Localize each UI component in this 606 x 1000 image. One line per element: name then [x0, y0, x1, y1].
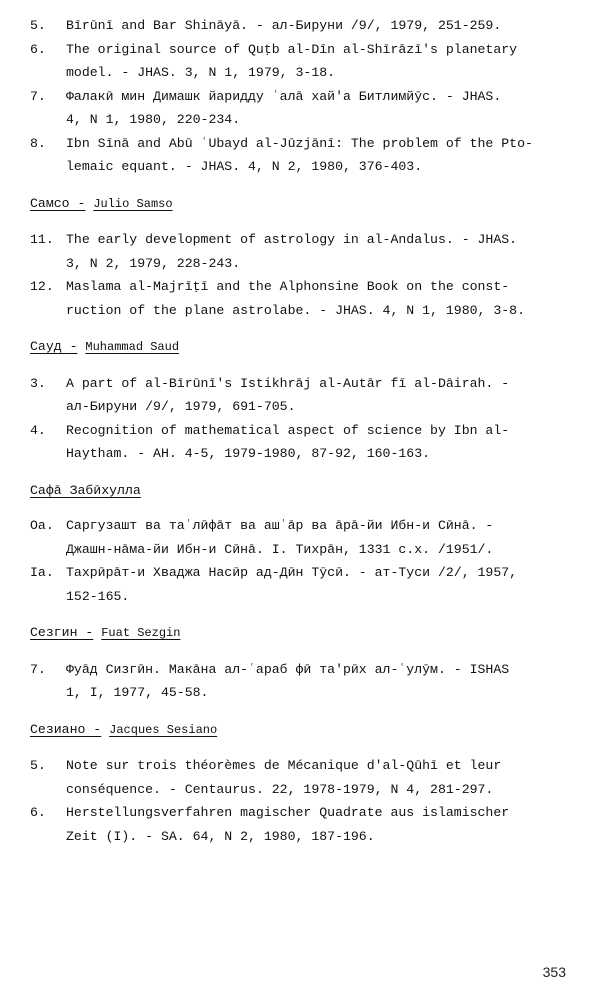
author-heading-cyrillic: Самсо -: [30, 195, 86, 211]
author-heading-latin: Muhammad Saud: [85, 340, 180, 354]
entry-number: Iа.: [30, 565, 54, 580]
entry-number: 6.: [30, 805, 46, 820]
entry-line: Maslama al-Majrīṭī and the Alphonsine Book on the const-: [66, 279, 510, 294]
author-heading: [30, 621, 586, 646]
bibliography-entry: [30, 801, 586, 848]
author-heading: [30, 479, 586, 503]
entry-line: model. - JHAS. 3, N 1, 1979, 3-18.: [66, 65, 336, 80]
bibliography-entry: [30, 514, 586, 561]
entry-line: A part of al-Bīrūnī's Istikhrāj al-Autār fī al-Dāirah. -: [66, 375, 510, 391]
entry-number: Оа.: [30, 518, 54, 533]
entry-number: 7.: [30, 88, 46, 104]
entry-number: 5.: [30, 758, 46, 773]
author-heading: [30, 192, 586, 217]
entry-number: 11.: [30, 232, 54, 247]
entry-line: Фалакӣ мин Димашк йаридду ʿалā хай'а Битлимйӯс. - JHAS.: [66, 88, 502, 104]
bibliography-entry: [30, 85, 586, 132]
entry-line: Ibn Sīnā and Abū ʿUbayd al-Jūzjānī: The problem of the Pto-: [66, 135, 533, 151]
entry-line: Herstellungsverfahren magischer Quadrate aus islamischer: [66, 805, 510, 820]
bibliography-entry: [30, 561, 586, 608]
entry-number: 3.: [30, 375, 46, 391]
entry-number: 4.: [30, 422, 46, 438]
author-heading-latin: Julio Samso: [93, 196, 173, 211]
entry-line: 1, I, 1977, 45-58.: [66, 685, 209, 700]
author-heading-cyrillic: Сезгин -: [30, 625, 94, 640]
entry-line: Тахрӣрāт-и Хваджа Насӣр ад-Дӣн Тӯсӣ. - ат-Туси /2/, 1957,: [66, 565, 518, 580]
entry-line: 152-165.: [66, 588, 130, 604]
bibliography-group: [30, 192, 586, 323]
bibliography-entry: [30, 14, 586, 38]
entry-number: 5.: [30, 18, 46, 33]
author-heading-cyrillic: Сафā Забӣхулла: [30, 482, 141, 498]
entry-line: 4, N 1, 1980, 220-234.: [66, 112, 241, 127]
entry-number: 6.: [30, 41, 46, 57]
entry-line: 3, N 2, 1979, 228-243.: [66, 255, 241, 271]
entry-line: Bīrūnī and Bar Shināyā. - ал-Бируни /9/, 1979, 251-259.: [66, 18, 502, 33]
bibliography-group: [30, 14, 586, 179]
author-heading-cyrillic: Сезиано -: [30, 721, 102, 737]
bibliography-entry: [30, 372, 586, 419]
bibliography-group: [30, 335, 586, 466]
entry-line: Recognition of mathematical aspect of science by Ibn al-: [66, 422, 510, 438]
entry-number: 8.: [30, 135, 46, 151]
bibliography-group: [30, 621, 586, 705]
author-heading: [30, 335, 586, 360]
bibliography-entry: [30, 754, 586, 801]
bibliography-entry: [30, 658, 586, 705]
bibliography-group: [30, 479, 586, 609]
bibliography-page: [30, 14, 586, 848]
entry-line: The original source of Quṭb al-Dīn al-Shīrāzī's planetary: [66, 41, 518, 57]
entry-line: Саргузашт ва таʿлӣфāт ва ашʿāр ва āрā-йи Ибн-и Сӣнā. -: [66, 518, 494, 533]
author-heading-cyrillic: Сауд -: [30, 339, 78, 354]
entry-line: lemaic equant. - JHAS. 4, N 2, 1980, 376-403.: [66, 159, 423, 174]
entry-line: Фуāд Сизгӣн. Макāна ал-ʿараб фӣ та'рӣх ал-ʿулӯм. - ISHAS: [66, 661, 510, 677]
bibliography-entry: [30, 419, 586, 466]
author-heading: [30, 718, 586, 743]
bibliography-group: [30, 718, 586, 849]
bibliography-entry: [30, 132, 586, 179]
author-heading-latin: Jacques Sesiano: [109, 722, 218, 737]
page-number: 353: [542, 964, 566, 980]
entry-line: Zeit (I). - SA. 64, N 2, 1980, 187-196.: [66, 828, 375, 844]
author-heading-latin: Fuat Sezgin: [101, 626, 181, 640]
entry-line: Haytham. - AH. 4-5, 1979-1980, 87-92, 160-163.: [66, 446, 431, 461]
entry-number: 7.: [30, 661, 46, 677]
entry-line: The early development of astrology in al-Andalus. - JHAS.: [66, 232, 518, 247]
entry-line: ал-Бируни /9/, 1979, 691-705.: [66, 399, 296, 414]
bibliography-entry: [30, 275, 586, 322]
entry-number: 12.: [30, 279, 54, 294]
entry-line: Note sur trois théorèmes de Mécanique d'al-Qūhī et leur: [66, 758, 502, 773]
bibliography-entry: [30, 228, 586, 275]
entry-line: ruction of the plane astrolabe. - JHAS. 4, N 1, 1980, 3-8.: [66, 302, 525, 318]
entry-line: conséquence. - Centaurus. 22, 1978-1979, N 4, 281-297.: [66, 781, 494, 797]
bibliography-entry: [30, 38, 586, 85]
entry-line: Джашн-нāма-йи Ибн-и Сӣнā. I. Тихрāн, 1331 с.х. /1951/.: [66, 541, 494, 557]
